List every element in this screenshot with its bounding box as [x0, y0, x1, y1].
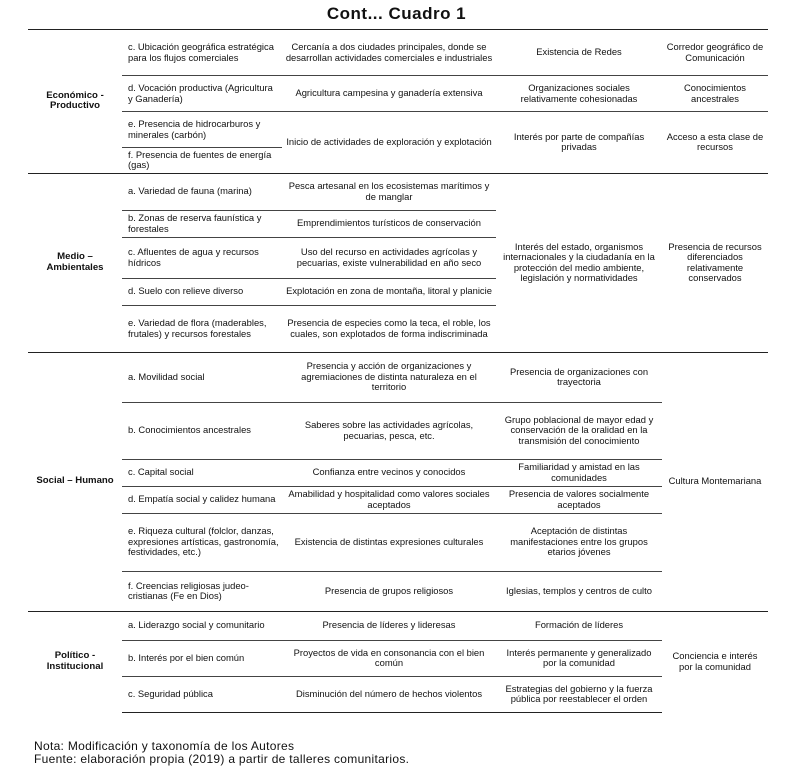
interest-cell: Familiaridad y amistad en las comunidades — [496, 459, 662, 486]
table-row — [28, 112, 768, 148]
table-note: Nota: Modificación y taxonomía de los Autores — [34, 739, 295, 753]
practice-cell: Cercanía a dos ciudades principales, donde se desarrollan actividades comerciales e industriales — [282, 30, 496, 76]
factor-cell: f. Creencias religiosas judeo-cristianas (Fe en Dios) — [122, 571, 282, 611]
interest-cell: Organizaciones sociales relativamente cohesionadas — [496, 76, 662, 112]
factor-cell: e. Riqueza cultural (folclor, danzas, expresiones artísticas, gastronomía, festividades, etc.) — [122, 513, 282, 571]
factor-cell: d. Empatía social y calidez humana — [122, 486, 282, 513]
interest-cell: Interés del estado, organismos internacionales y la ciudadanía en la protección del medio ambiente, legislación y normatividades — [496, 173, 662, 352]
practice-cell: Uso del recurso en actividades agrícolas y pecuarias, existe vulnerabilidad en año seco — [282, 237, 496, 278]
table-row — [28, 611, 768, 640]
factor-cell: b. Interés por el bien común — [122, 640, 282, 676]
practice-cell: Existencia de distintas expresiones culturales — [282, 513, 496, 571]
summary-cell: Conocimientos ancestrales — [662, 76, 768, 112]
dimension-label: Político - Institucional — [28, 611, 122, 712]
table-row — [28, 640, 768, 676]
practice-cell: Emprendimientos turísticos de conservación — [282, 210, 496, 237]
summary-cell: Presencia de recursos diferenciados relativamente conservados — [662, 173, 768, 352]
practice-cell: Pesca artesanal en los ecosistemas marítimos y de manglar — [282, 173, 496, 210]
practice-cell: Presencia y acción de organizaciones y agremiaciones de distinta naturaleza en el territorio — [282, 352, 496, 402]
interest-cell: Presencia de organizaciones con trayectoria — [496, 352, 662, 402]
interest-cell: Interés por parte de compañías privadas — [496, 112, 662, 173]
table-row — [28, 30, 768, 76]
practice-cell: Saberes sobre las actividades agrícolas, pecuarias, pesca, etc. — [282, 402, 496, 459]
factor-cell: d. Suelo con relieve diverso — [122, 278, 282, 305]
summary-cell: Cultura Montemariana — [662, 352, 768, 611]
factor-cell: a. Liderazgo social y comunitario — [122, 611, 282, 640]
practice-cell: Explotación en zona de montaña, litoral y planicie — [282, 278, 496, 305]
dimension-label: Económico - Productivo — [28, 30, 122, 174]
practice-cell: Confianza entre vecinos y conocidos — [282, 459, 496, 486]
practice-cell: Presencia de líderes y lideresas — [282, 611, 496, 640]
interest-cell: Iglesias, templos y centros de culto — [496, 571, 662, 611]
interest-cell: Presencia de valores socialmente aceptados — [496, 486, 662, 513]
table-source: Fuente: elaboración propia (2019) a partir de talleres comunitarios. — [34, 752, 410, 766]
dimension-label: Social – Humano — [28, 352, 122, 611]
table-title: Cont... Cuadro 1 — [326, 4, 467, 23]
interest-cell: Formación de líderes — [496, 611, 662, 640]
table-row — [28, 571, 768, 611]
practice-cell: Proyectos de vida en consonancia con el bien común — [282, 640, 496, 676]
practice-cell: Disminución del número de hechos violentos — [282, 676, 496, 712]
table-row — [28, 459, 768, 486]
table-row — [28, 352, 768, 402]
interest-cell: Existencia de Redes — [496, 30, 662, 76]
table-row — [28, 76, 768, 112]
factors-table — [28, 29, 768, 713]
factor-cell: b. Zonas de reserva faunística y forestales — [122, 210, 282, 237]
factor-cell: d. Vocación productiva (Agricultura y Ganadería) — [122, 76, 282, 112]
factor-cell: c. Ubicación geográfica estratégica para los flujos comerciales — [122, 30, 282, 76]
factor-cell: a. Movilidad social — [122, 352, 282, 402]
table-row — [28, 676, 768, 712]
dimension-label: Medio – Ambientales — [28, 173, 122, 352]
practice-cell: Agricultura campesina y ganadería extensiva — [282, 76, 496, 112]
practice-cell: Presencia de especies como la teca, el roble, los cuales, son explotados de forma indiscriminada — [282, 305, 496, 352]
interest-cell: Estrategias del gobierno y la fuerza pública por reestablecer el orden — [496, 676, 662, 712]
factor-cell: c. Afluentes de agua y recursos hídricos — [122, 237, 282, 278]
factor-cell: b. Conocimientos ancestrales — [122, 402, 282, 459]
interest-cell: Grupo poblacional de mayor edad y conservación de la oralidad en la transmisión del conocimiento — [496, 402, 662, 459]
table-row — [28, 513, 768, 571]
table-row — [28, 402, 768, 459]
practice-cell: Amabilidad y hospitalidad como valores sociales aceptados — [282, 486, 496, 513]
factor-cell: f. Presencia de fuentes de energía (gas) — [122, 148, 282, 173]
interest-cell: Aceptación de distintas manifestaciones entre los grupos etarios jóvenes — [496, 513, 662, 571]
practice-cell: Inicio de actividades de exploración y explotación — [282, 112, 496, 173]
factor-cell: e. Presencia de hidrocarburos y minerales (carbón) — [122, 112, 282, 148]
summary-cell: Corredor geográfico de Comunicación — [662, 30, 768, 76]
factor-cell: a. Variedad de fauna (marina) — [122, 173, 282, 210]
practice-cell: Presencia de grupos religiosos — [282, 571, 496, 611]
factor-cell: c. Seguridad pública — [122, 676, 282, 712]
table-row — [28, 173, 768, 210]
summary-cell: Acceso a esta clase de recursos — [662, 112, 768, 173]
summary-cell: Conciencia e interés por la comunidad — [662, 611, 768, 712]
interest-cell: Interés permanente y generalizado por la comunidad — [496, 640, 662, 676]
factor-cell: c. Capital social — [122, 459, 282, 486]
factor-cell: e. Variedad de flora (maderables, frutales) y recursos forestales — [122, 305, 282, 352]
table-row — [28, 486, 768, 513]
